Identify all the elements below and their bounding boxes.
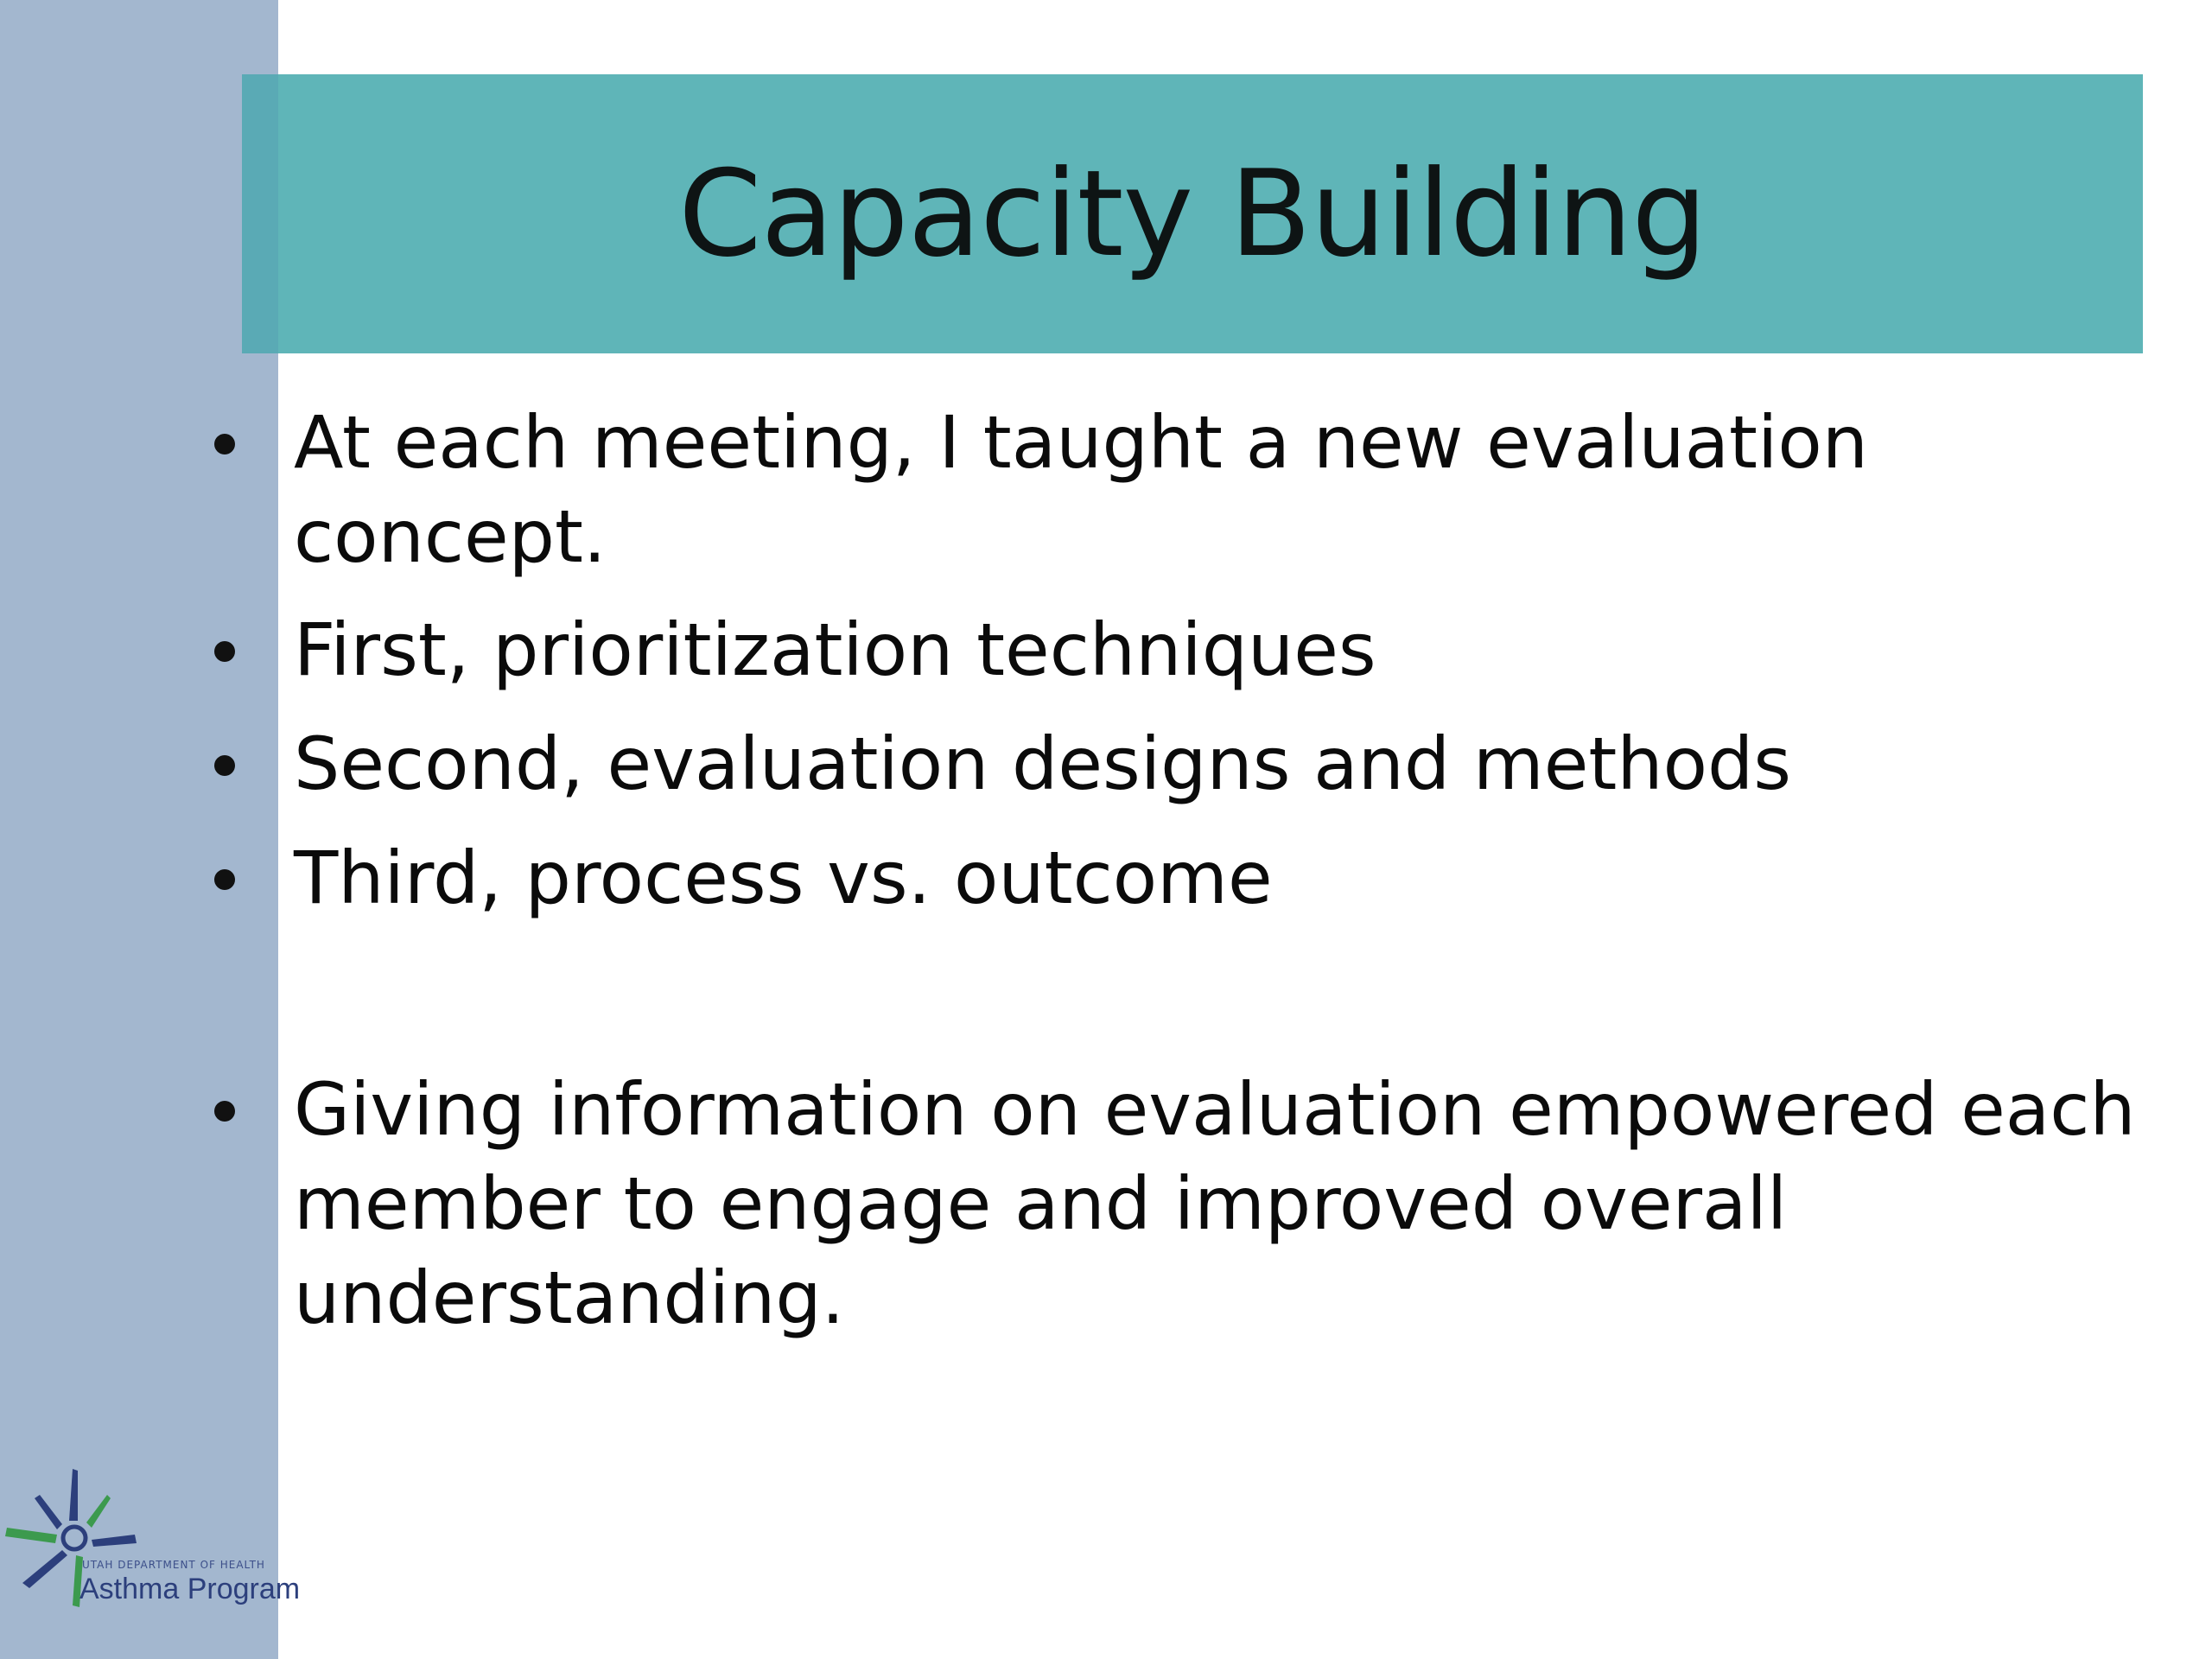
bullet-dot-icon — [214, 1101, 235, 1122]
bullet-dot-icon — [214, 641, 235, 662]
logo-org-line: UTAH DEPARTMENT OF HEALTH — [82, 1559, 265, 1571]
asthma-program-logo — [0, 1452, 301, 1642]
logo-program-name: Asthma Program — [79, 1573, 301, 1605]
bullet-text: Third, process vs. outcome — [294, 836, 1273, 920]
bullet-text: Giving information on evaluation empowered each member to engage and improved overall understanding. — [294, 1067, 2136, 1340]
bullet-dot-icon — [214, 869, 235, 890]
slide-title: Capacity Building — [678, 144, 1707, 283]
bullet-text: At each meeting, I taught a new evaluation concept. — [294, 400, 1868, 579]
bullet-dot-icon — [214, 755, 235, 776]
bullet-text: First, prioritization techniques — [294, 607, 1376, 692]
bullet-text: Second, evaluation designs and methods — [294, 721, 1792, 806]
bullet-dot-icon — [214, 434, 235, 454]
